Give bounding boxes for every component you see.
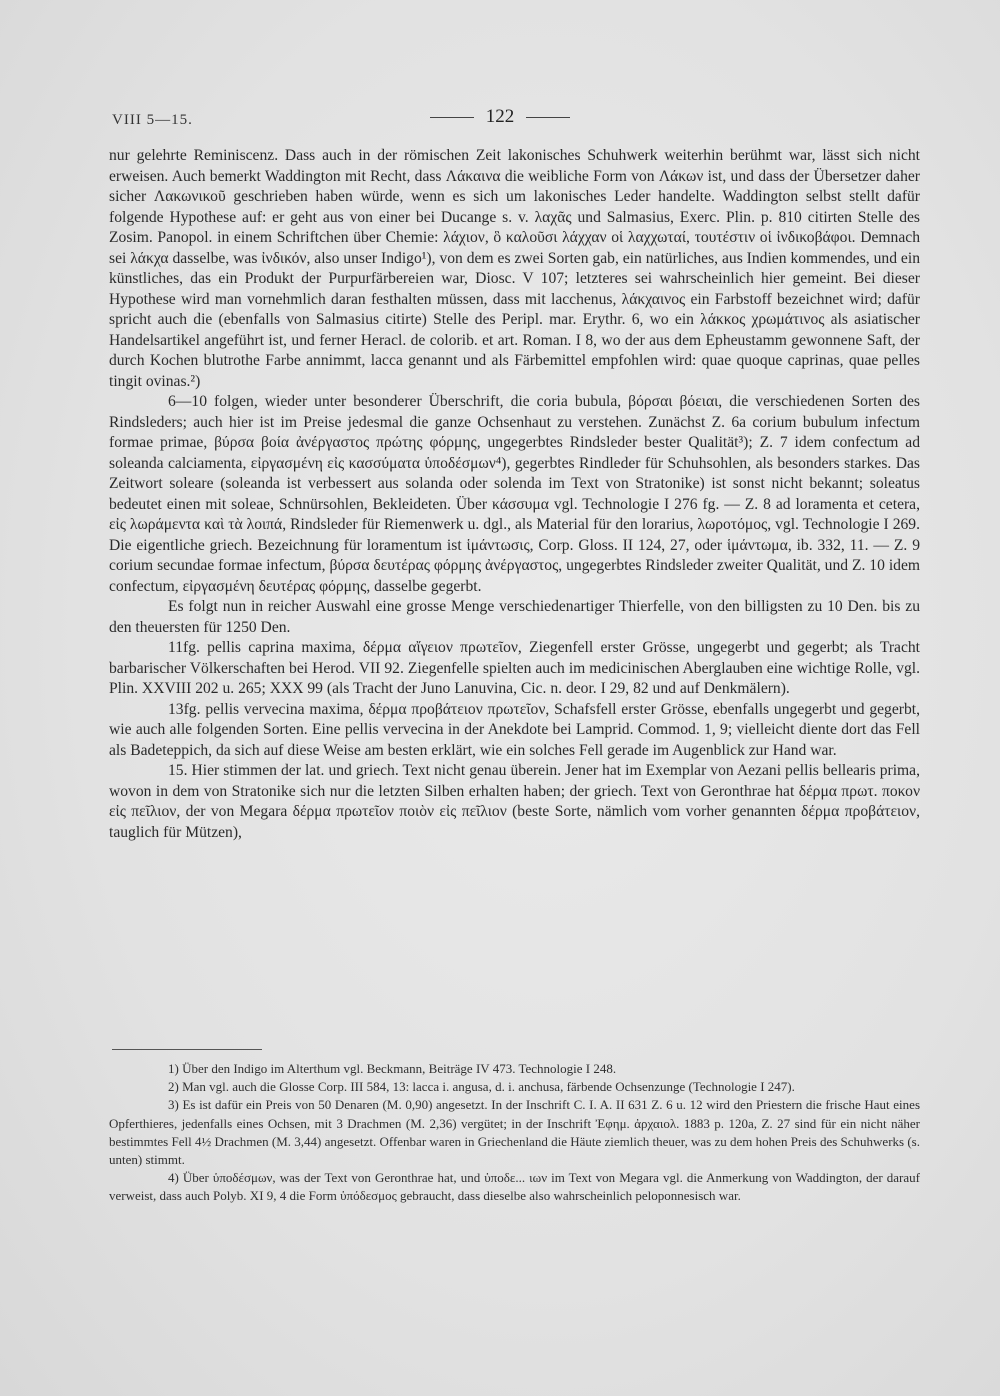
paragraph: 15. Hier stimmen der lat. und griech. Text nicht genau überein. Jener hat im Exemplar von Aezani pellis bellearis prima, wovon in dem von Stratonike sich nur die letzten Silben erhalten haben; der griech. Text von Geronthrae hat δέρμα πρωτ. ποκον εἰς πεῖλιον, der von Megara δέρμα πρωτεῖον ποιὸν εἰς πεῖλιον (beste Sorte, nämlich vom vorher genannten δέρμα προβάτειον, tauglich für Mützen), [109,762,920,841]
footnote: 3) Es ist dafür ein Preis von 50 Denaren (M. 0,90) angesetzt. In der Inschrift C. I. A. II 631 Z. 6 u. 12 wird den Priestern die frische Haut eines Opferthieres, jedenfalls eines Ochsen, mit 3 Drachmen (M. 2,36) vergütet; in der Inschrift Ἐφημ. ἀρχαιολ. 1883 p. 120a, Z. 27 sind für ein nicht näher bestimmtes Fell 4½ Drachmen (M. 3,44) angesetzt. Offenbar waren in Griechenland die Häute ziemlich theuer, was zu dem hohen Preis des Schuhwerks (s. unten) stimmt. [109,1097,920,1168]
footnote-divider [112,1049,262,1050]
section-signature: VIII 5—15. [112,112,193,128]
header-rule-right [526,117,570,118]
footnotes [109,1060,920,1206]
paragraph: 6—10 folgen, wieder unter besonderer Überschrift, die coria bubula, βόρσαι βόειαι, die verschiedenen Sorten des Rindsleders; auch hier ist im Preise jedesmal die ganze Ochsenhaut zu verstehen. Zunächst Z. 6a corium bubulum infectum formae primae, βύρσα βοία ἀνέργαστος πρώτης φόρμης, ungegerbtes Rindsleder bester Qualität³); Z. 7 idem confectum ad soleanda calciamenta, εἰργασμένη εἰς κασσύματα ὑποδέσμων⁴), gegerbtes Rindleder für Schuhsohlen, als besonders starkes. Das Zeitwort soleare (soleanda ist verbessert aus solanda oder solenda im Text von Stratonike) ist sonst nicht bekannt; soleatus bedeutet einen mit soleae, Schnürsohlen, Bekleideten. Über κάσσυμα vgl. Technologie I 276 fg. — Z. 8 ad loramenta et cetera, εἰς λωράμεντα καὶ τὰ λοιπά, Rindsleder für Riemenwerk u. dgl., als Material für den lorarius, λωροτόμος, vgl. Technologie I 269. Die eigentliche griech. Bezeichnung für loramentum ist ἱμάντωσις, Corp. Gloss. II 124, 27, oder ἱμάντωμα, ib. 332, 11. — Z. 9 corium secundae formae infectum, βύρσα δευτέρας φόρμης ἀνέργαστος, ungegerbtes Rindsleder zweiter Qualität, und Z. 10 idem confectum, εἰργασμένη δευτέρας φόρμης, dasselbe gegerbt. [109,393,920,595]
paragraph: 11fg. pellis caprina maxima, δέρμα αἴγειον πρωτεῖον, Ziegenfell erster Grösse, ungegerbt und gegerbt; als Tracht barbarischer Völkerschaften bei Herod. VII 92. Ziegenfelle spielten auch im medicinischen Aberglauben eine wichtige Rolle, vgl. Plin. XXVIII 202 u. 265; XXX 99 (als Tracht der Juno Lanuvina, Cic. n. deor. I 29, 82 und auf Denkmälern). [109,639,920,697]
page-number-header [0,106,1000,128]
header-rule-left [430,117,474,118]
paragraph: Es folgt nun in reicher Auswahl eine grosse Menge verschiedenartiger Thierfelle, von den billigsten zu 10 Den. bis zu den theuersten für 1250 Den. [109,598,920,636]
paragraph: 13fg. pellis vervecina maxima, δέρμα προβάτειον πρωτεῖον, Schafsfell erster Grösse, ebenfalls ungegerbt und gegerbt, wie auch alle folgenden Sorten. Eine pellis vervecina in der Anekdote bei Lamprid. Commod. 1, 9; vielleicht diente dort das Fell als Badeteppich, da sich auf diese Weise am besten erklärt, wie ein solches Fell gerade im Augenblick zur Hand war. [109,700,920,759]
footnote: 1) Über den Indigo im Alterthum vgl. Beckmann, Beiträge IV 473. Technologie I 248. [168,1061,617,1076]
footnote: 2) Man vgl. auch die Glosse Corp. III 584, 13: lacca i. angusa, d. i. anchusa, färbende Ochsenzunge (Technologie I 247). [168,1079,795,1095]
paragraph: nur gelehrte Reminiscenz. Dass auch in der römischen Zeit lakonisches Schuhwerk weiterhin berühmt war, lässt sich nicht erweisen. Auch bemerkt Waddington mit Recht, dass Λάκαινα die weibliche Form von Λάκων ist, und dass der Übersetzer daher sicher Λακωνικοῦ geschrieben haben würde, wenn es sich um lakonisches Leder handelte. Waddington selbst stellt dafür folgende Hypothese auf: er geht aus von einer bei Ducange s. v. λαχᾶς und Salmasius, Exerc. Plin. p. 810 citirten Stelle des Zosim. Panopol. in einem Schriftchen über Chemie: λάχιον, ὃ καλοῦσι λάχχαν οἱ λαχχωταί, τουτέστιν οἱ ἰνδικοβάφοι. Demnach sei λάκχα dasselbe, was ἰνδικόν, also unser Indigo¹), von dem es zwei Sorten gab, ein natürliches, aus Indien kommendes, und ein künstliches, das ein Produkt der Purpurfärbereien war, Diosc. V 107; letzteres sei wahrscheinlich hier gemeint. Bei dieser Hypothese wird man vornehmlich daran festhalten müssen, dass mit lacchenus, λάκχαινος ein Farbstoff bezeichnet wird; dafür spricht auch die (ebenfalls von Salmasius citirte) Stelle des Peripl. mar. Erythr. 6, wo ein λάκκος χρωμάτινος als asiatischer Handelsartikel angeführt ist, und ferner Heracl. de colorib. et art. Roman. I 8, wo der aus dem Epheustamm gewonnene Saft, der durch Kochen blutrothe Farbe annimmt, lacca genannt und als Färbemittel empfohlen wird: quae quoque caprinas, quae pelles tingit ovinas.²) [109,147,920,390]
main-text [109,146,920,843]
footnote: 4) Über ὑποδέσμων, was der Text von Geronthrae hat, und ὑποδε... ιων im Text von Megara vgl. die Anmerkung von Waddington, der darauf verweist, dass auch Polyb. XI 9, 4 die Form ὑπόδεσμος gebraucht, dass dieselbe also wahrscheinlich peloponnesisch war. [109,1170,920,1204]
page-number: 122 [485,106,515,127]
